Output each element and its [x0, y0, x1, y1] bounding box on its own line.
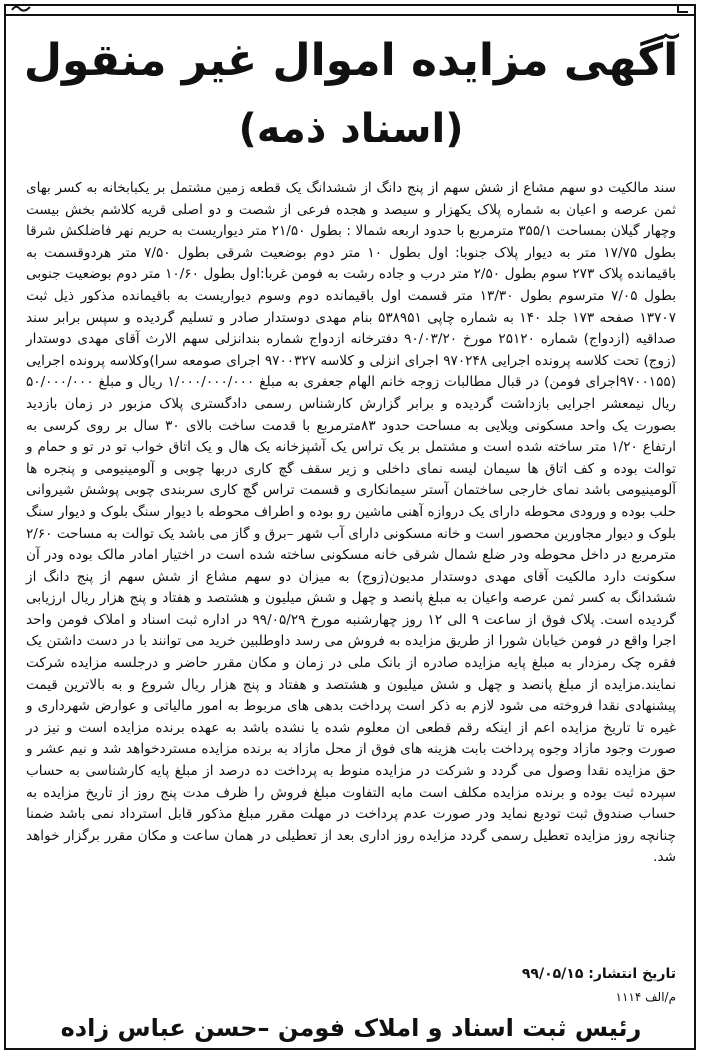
publication-date: تاریخ انتشار: ۹۹/۰۵/۱۵	[521, 966, 676, 982]
notice-code: م/الف ۱۱۱۴	[615, 990, 676, 1004]
notice-body: سند مالکیت دو سهم مشاع از شش سهم از پنج دانگ از ششدانگ یک قطعه زمین مشتمل بر یکبابخانه به کسر بهای ثمن عرصه و اعیان به شماره پلاک یکهزار و سیصد و هجده فرعی از شصت و دو اصلی قریه کلاشم بخش بیست وچهار گیلان بمساحت ۳۵۵/۱ مترمربع با حدود اربعه شمالا : بطول ۲۱/۵۰ متر دیواریست به حریم نهر فاضلکش شرقا بطول ۱۷/۷۵ متر به دیوار پلاک جنوبا: اول بطول ۱۰ متر دوم بوضعیت شرقی بطول ۷/۵۰ متر هردوقسمت به باقیمانده پلاک ۲۷۳ سوم بطول ۲/۵۰ متر درب و جاده رشت به فومن غربا:اول بطول ۱۰/۶۰ متر دوم بوضعیت جنوبی بطول ۷/۰۵ مترسوم بطول ۱۳/۳۰ متر قسمت اول باقیمانده دوم وسوم دیواریست به باقیمانده مذکور ذیل ثبت ۱۳۷۰۷ صفحه ۱۷۳ جلد ۱۴۰ به شماره چاپی ۵۳۸۹۵۱ بنام مهدی دوستدار صادر و تسلیم گردیده و سپس برابر سند صداقیه (ازدواج) شماره ۲۵۱۲۰ مورخ ۹۰/۰۳/۲۰ دفترخانه ازدواج شماره بندانزلی سهم الارث آقای مهدی دوستدار (زوج) تحت کلاسه پرونده اجرایی ۹۷۰۲۴۸ اجرای انزلی و کلاسه ۹۷۰۰۳۲۷ اجرای صومعه سرا)وکلاسه پرونده اجرایی (۹۷۰۰۱۵۵اجرای فومن) در قبال مطالبات زوجه خانم الهام جعفری به مبلغ ۱/۰۰۰/۰۰۰/۰۰۰ ریال و مبلغ ۵۰/۰۰۰/۰۰۰ ریال نیمعشر اجرایی بازداشت گردیده و برابر گزارش کارشناس رسمی دادگستری پلاک مزبور در زمان بازدید بصورت یک واحد مسکونی ویلایی به مساحت حدود ۸۳مترمربع با قدمت ساخت بالای ۳۰ سال بر روی کرسی به ارتفاع ۱/۲۰ متر ساخته شده است و مشتمل بر یک تراس یک آشپزخانه یک هال و یک اتاق خواب تو در تو و حمام و توالت بوده و کف اتاق ها سیمان لیسه نمای داخلی و زیر سقف گچ کاری دربها چوبی و آلومینیومی و پنجره ها آلومینیومی باشد نمای خارجی ساختمان آستر سیمانکاری و قسمت تراس گچ کاری سربندی چوبی پوشش شیروانی حلب بوده و ورودی محوطه دارای یک دروازه آهنی ماشین رو بوده و اطراف محوطه با دیوار سنگ بلوک و دیوار سنگ بلوک و دیوار مجاورین محصور است و خانه مسکونی دارای آب شهر –برق و گاز می باشد یک توالت به مساحت ۲/۶۰ مترمربع در داخل محوطه ودر ضلع شمال شرقی خانه مسکونی ساخته شده است در اختیار امادر مالک بوده ودر آن سکونت دارد مالکیت آقای مهدی دوستدار مدیون(زوج) به میزان دو سهم مشاع از شش سهم از پنج دانگ از ششدانگ به کسر ثمن عرصه واعیان به مبلغ پانصد و چهل و شش میلیون و هشتصد و هفتاد و پنج هزار ریال ارزیابی گردیده است. پلاک فوق از ساعت ۹ الی ۱۲ روز چهارشنبه مورخ ۹۹/۰۵/۲۹ در اداره ثبت اسناد و املاک فومن واحد اجرا واقع در فومن خیابان شورا از طریق مزایده به فروش می رسد داوطلبین خرید می توانند با در دست داشتن یک فقره چک رمزدار به مبلغ پایه مزایده صادره از بانک ملی در زمان و مکان مقرر حاضر و درجلسه مزایده شرکت نمایند.مزایده از مبلغ پانصد و چهل و شش میلیون و هشتصد و هفتاد و پنج هزار ریال شروع و به بالاترین قیمت پیشنهادی نقدا فروخته می شود لازم به ذکر است پرداخت بدهی های مربوط به امور مالیاتی و عوارض شهرداری و غیره تا تاریخ مزایده اعم از اینکه رقم قطعی ان معلوم شده یا نشده باشد به عهده برنده مزایده است و نیز در صورت وجود مازاد وجوه پرداخت بابت هزینه های فوق از محل مازاد به برنده مزایده مستردخواهد شد و نیم عشر و حق مزایده نقدا وصول می گردد و شرکت در مزایده منوط به پرداخت ده درصد از مبلغ پایه کارشناسی به حساب سپرده ثبت بوده و برنده مزایده مکلف است مابه التفاوت مبلغ فروش را ظرف مدت پنج روز از تاریخ مزایده به حساب صندوق ثبت تودیع نماید ودر صورت عدم پرداخت در مهلت مقرر مبلغ مذکور قابل استرداد نمی باشد ضمنا چنانچه روز مزایده تعطیل رسمی گردد مزایده روز اداری بعد از تعطیلی در همان ساعت و مکان مقرر برگزار خواهد شد.	[26, 180, 677, 866]
signature-line: رئیس ثبت اسناد و املاک فومن –حسن عباس زاده	[60, 1014, 642, 1042]
notice-title: آگهی مزایده اموال غیر منقول	[23, 35, 679, 86]
notice-subtitle: (اسناد ذمه)	[238, 106, 464, 152]
